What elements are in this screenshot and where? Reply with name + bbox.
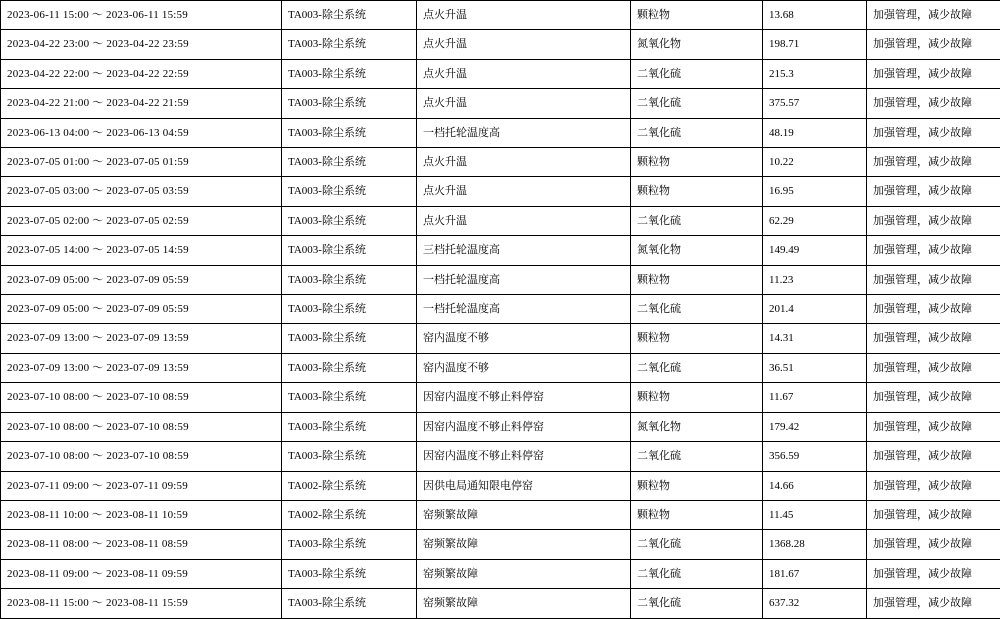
cell-measure: 加强管理，减少故障	[867, 295, 1000, 324]
cell-measure: 加强管理，减少故障	[867, 206, 1000, 235]
cell-reason: 窑内温度不够	[417, 324, 631, 353]
cell-period: 2023-04-22 21:00 ～ 2023-04-22 21:59	[1, 89, 282, 118]
cell-reason: 点火升温	[417, 1, 631, 30]
table-row	[1, 1, 1000, 30]
cell-reason: 因窑内温度不够止料停窑	[417, 383, 631, 412]
table-body	[1, 1, 1000, 619]
cell-pollutant: 颗粒物	[631, 265, 763, 294]
table-row	[1, 530, 1000, 559]
cell-measure: 加强管理，减少故障	[867, 118, 1000, 147]
cell-system: TA003-除尘系统	[282, 353, 417, 382]
cell-measure: 加强管理，减少故障	[867, 1, 1000, 30]
cell-measure: 加强管理，减少故障	[867, 471, 1000, 500]
cell-reason: 窑内温度不够	[417, 353, 631, 382]
cell-value: 62.29	[763, 206, 867, 235]
cell-value: 201.4	[763, 295, 867, 324]
cell-pollutant: 二氧化硫	[631, 295, 763, 324]
cell-system: TA003-除尘系统	[282, 118, 417, 147]
cell-measure: 加强管理，减少故障	[867, 383, 1000, 412]
cell-reason: 点火升温	[417, 89, 631, 118]
cell-measure: 加强管理，减少故障	[867, 500, 1000, 529]
cell-reason: 一档托轮温度高	[417, 265, 631, 294]
cell-system: TA003-除尘系统	[282, 1, 417, 30]
cell-system: TA003-除尘系统	[282, 412, 417, 441]
cell-system: TA003-除尘系统	[282, 383, 417, 412]
cell-reason: 三档托轮温度高	[417, 236, 631, 265]
cell-period: 2023-07-10 08:00 ～ 2023-07-10 08:59	[1, 412, 282, 441]
table-row	[1, 353, 1000, 382]
cell-measure: 加强管理，减少故障	[867, 89, 1000, 118]
cell-period: 2023-07-09 13:00 ～ 2023-07-09 13:59	[1, 353, 282, 382]
cell-measure: 加强管理，减少故障	[867, 148, 1000, 177]
table-row	[1, 206, 1000, 235]
table-row	[1, 324, 1000, 353]
cell-period: 2023-04-22 22:00 ～ 2023-04-22 22:59	[1, 59, 282, 88]
cell-pollutant: 二氧化硫	[631, 530, 763, 559]
cell-reason: 因窑内温度不够止料停窑	[417, 442, 631, 471]
cell-measure: 加强管理，减少故障	[867, 236, 1000, 265]
cell-measure: 加强管理，减少故障	[867, 177, 1000, 206]
cell-period: 2023-07-05 01:00 ～ 2023-07-05 01:59	[1, 148, 282, 177]
cell-period: 2023-04-22 23:00 ～ 2023-04-22 23:59	[1, 30, 282, 59]
cell-value: 16.95	[763, 177, 867, 206]
cell-value: 149.49	[763, 236, 867, 265]
table-row	[1, 559, 1000, 588]
cell-measure: 加强管理，减少故障	[867, 530, 1000, 559]
cell-reason: 点火升温	[417, 177, 631, 206]
table-row	[1, 118, 1000, 147]
cell-pollutant: 颗粒物	[631, 177, 763, 206]
cell-period: 2023-07-10 08:00 ～ 2023-07-10 08:59	[1, 383, 282, 412]
cell-system: TA003-除尘系统	[282, 30, 417, 59]
cell-value: 11.45	[763, 500, 867, 529]
table-row	[1, 442, 1000, 471]
cell-pollutant: 颗粒物	[631, 383, 763, 412]
cell-measure: 加强管理，减少故障	[867, 265, 1000, 294]
cell-value: 179.42	[763, 412, 867, 441]
cell-reason: 一档托轮温度高	[417, 295, 631, 324]
cell-system: TA003-除尘系统	[282, 206, 417, 235]
table-row	[1, 412, 1000, 441]
cell-reason: 点火升温	[417, 206, 631, 235]
table-row	[1, 89, 1000, 118]
cell-pollutant: 氮氧化物	[631, 236, 763, 265]
cell-reason: 因供电局通知限电停窑	[417, 471, 631, 500]
cell-system: TA003-除尘系统	[282, 89, 417, 118]
cell-measure: 加强管理，减少故障	[867, 589, 1000, 618]
cell-pollutant: 颗粒物	[631, 500, 763, 529]
cell-value: 10.22	[763, 148, 867, 177]
cell-system: TA003-除尘系统	[282, 559, 417, 588]
cell-pollutant: 氮氧化物	[631, 412, 763, 441]
cell-period: 2023-06-13 04:00 ～ 2023-06-13 04:59	[1, 118, 282, 147]
table-row	[1, 589, 1000, 618]
table-row	[1, 471, 1000, 500]
cell-reason: 点火升温	[417, 148, 631, 177]
cell-system: TA003-除尘系统	[282, 59, 417, 88]
cell-value: 14.66	[763, 471, 867, 500]
cell-system: TA003-除尘系统	[282, 295, 417, 324]
cell-pollutant: 颗粒物	[631, 1, 763, 30]
cell-pollutant: 二氧化硫	[631, 89, 763, 118]
cell-period: 2023-08-11 15:00 ～ 2023-08-11 15:59	[1, 589, 282, 618]
cell-pollutant: 二氧化硫	[631, 442, 763, 471]
cell-period: 2023-07-09 13:00 ～ 2023-07-09 13:59	[1, 324, 282, 353]
table-row	[1, 236, 1000, 265]
cell-reason: 一档托轮温度高	[417, 118, 631, 147]
cell-period: 2023-06-11 15:00 ～ 2023-06-11 15:59	[1, 1, 282, 30]
cell-value: 1368.28	[763, 530, 867, 559]
cell-measure: 加强管理，减少故障	[867, 30, 1000, 59]
table-row	[1, 265, 1000, 294]
cell-pollutant: 二氧化硫	[631, 559, 763, 588]
cell-value: 375.57	[763, 89, 867, 118]
table-row	[1, 383, 1000, 412]
cell-period: 2023-08-11 08:00 ～ 2023-08-11 08:59	[1, 530, 282, 559]
cell-system: TA003-除尘系统	[282, 442, 417, 471]
cell-value: 198.71	[763, 30, 867, 59]
table-row	[1, 59, 1000, 88]
cell-reason: 因窑内温度不够止料停窑	[417, 412, 631, 441]
cell-system: TA003-除尘系统	[282, 177, 417, 206]
cell-measure: 加强管理，减少故障	[867, 412, 1000, 441]
cell-value: 215.3	[763, 59, 867, 88]
cell-period: 2023-08-11 10:00 ～ 2023-08-11 10:59	[1, 500, 282, 529]
cell-value: 14.31	[763, 324, 867, 353]
cell-pollutant: 二氧化硫	[631, 118, 763, 147]
cell-value: 637.32	[763, 589, 867, 618]
cell-system: TA003-除尘系统	[282, 148, 417, 177]
cell-reason: 窑频繁故障	[417, 589, 631, 618]
cell-pollutant: 颗粒物	[631, 324, 763, 353]
cell-pollutant: 二氧化硫	[631, 353, 763, 382]
cell-value: 13.68	[763, 1, 867, 30]
cell-period: 2023-07-10 08:00 ～ 2023-07-10 08:59	[1, 442, 282, 471]
table-row	[1, 177, 1000, 206]
cell-system: TA003-除尘系统	[282, 236, 417, 265]
cell-system: TA003-除尘系统	[282, 324, 417, 353]
cell-reason: 窑频繁故障	[417, 559, 631, 588]
cell-period: 2023-07-05 03:00 ～ 2023-07-05 03:59	[1, 177, 282, 206]
cell-period: 2023-08-11 09:00 ～ 2023-08-11 09:59	[1, 559, 282, 588]
cell-pollutant: 二氧化硫	[631, 59, 763, 88]
cell-system: TA002-除尘系统	[282, 500, 417, 529]
cell-system: TA003-除尘系统	[282, 589, 417, 618]
cell-reason: 点火升温	[417, 30, 631, 59]
cell-reason: 窑频繁故障	[417, 530, 631, 559]
cell-measure: 加强管理，减少故障	[867, 442, 1000, 471]
cell-reason: 窑频繁故障	[417, 500, 631, 529]
cell-system: TA003-除尘系统	[282, 265, 417, 294]
cell-pollutant: 颗粒物	[631, 148, 763, 177]
table-row	[1, 500, 1000, 529]
cell-value: 11.67	[763, 383, 867, 412]
cell-period: 2023-07-09 05:00 ～ 2023-07-09 05:59	[1, 265, 282, 294]
cell-pollutant: 氮氧化物	[631, 30, 763, 59]
cell-pollutant: 二氧化硫	[631, 589, 763, 618]
cell-measure: 加强管理，减少故障	[867, 559, 1000, 588]
cell-period: 2023-07-09 05:00 ～ 2023-07-09 05:59	[1, 295, 282, 324]
cell-period: 2023-07-05 02:00 ～ 2023-07-05 02:59	[1, 206, 282, 235]
cell-pollutant: 颗粒物	[631, 471, 763, 500]
cell-period: 2023-07-11 09:00 ～ 2023-07-11 09:59	[1, 471, 282, 500]
cell-measure: 加强管理，减少故障	[867, 59, 1000, 88]
cell-system: TA002-除尘系统	[282, 471, 417, 500]
cell-reason: 点火升温	[417, 59, 631, 88]
table-row	[1, 148, 1000, 177]
cell-value: 36.51	[763, 353, 867, 382]
cell-system: TA003-除尘系统	[282, 530, 417, 559]
cell-measure: 加强管理，减少故障	[867, 353, 1000, 382]
cell-value: 48.19	[763, 118, 867, 147]
table-row	[1, 295, 1000, 324]
table-row	[1, 30, 1000, 59]
cell-period: 2023-07-05 14:00 ～ 2023-07-05 14:59	[1, 236, 282, 265]
cell-pollutant: 二氧化硫	[631, 206, 763, 235]
cell-value: 181.67	[763, 559, 867, 588]
cell-measure: 加强管理，减少故障	[867, 324, 1000, 353]
cell-value: 11.23	[763, 265, 867, 294]
cell-value: 356.59	[763, 442, 867, 471]
